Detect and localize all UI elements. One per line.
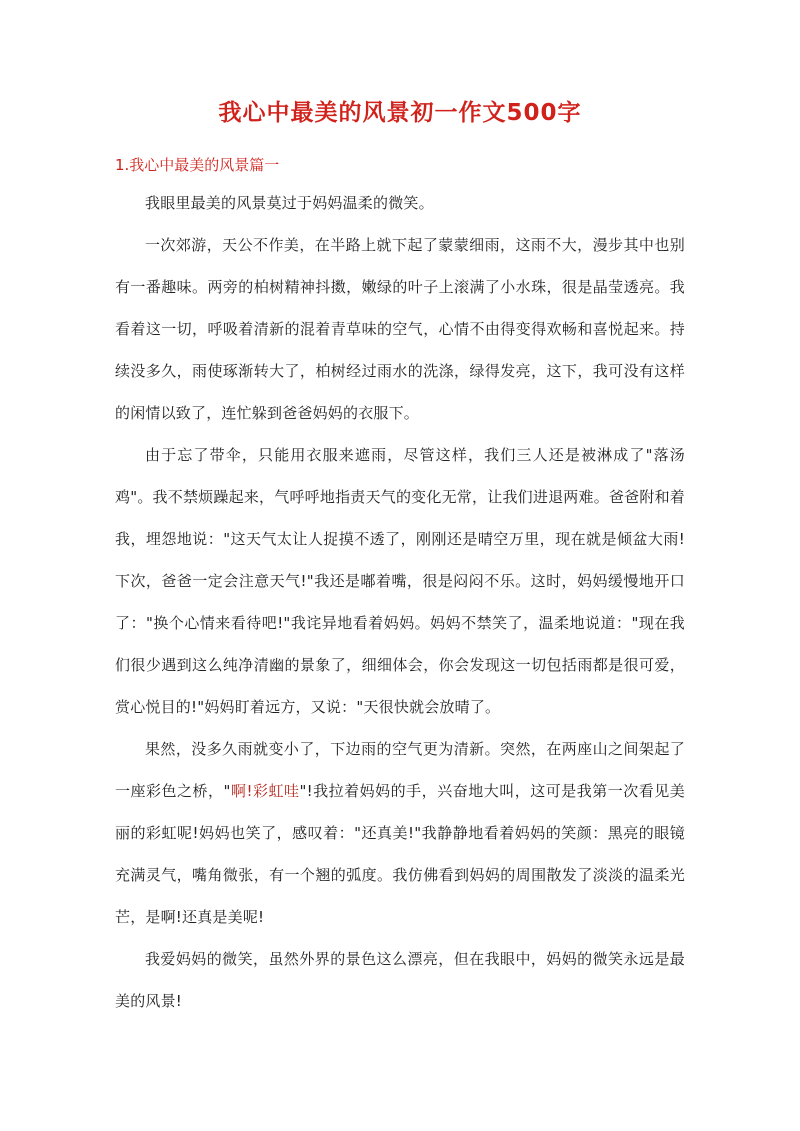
section-heading: 1.我心中最美的风景篇一: [115, 156, 280, 174]
paragraph-2: 一次郊游，天公不作美，在半路上就下起了蒙蒙细雨，这雨不大，漫步其中也别有一番趣味。两旁的柏树精神抖擞，嫩绿的叶子上滚满了小水珠，很是晶莹透亮。我看着这一切，呼吸着清新的混着青草味的空气，心情不由得变得欢畅和喜悦起来。持续没多久，雨使琢渐转大了，柏树经过雨水的洗涤，绿得发亮，这下，我可没有这样的闲情以致了，连忙躲到爸爸妈妈的衣服下。: [115, 236, 685, 422]
essay-title: 我心中最美的风景初一作文500字: [218, 100, 582, 126]
rainbow-highlight: 啊!彩虹哇: [230, 782, 300, 800]
paragraph-3: 由于忘了带伞，只能用衣服来遮雨，尽管这样，我们三人还是被淋成了"落汤鸡"。我不禁烦躁起来，气呼呼地指责天气的变化无常，让我们进退两难。爸爸附和着我，埋怨地说："这天气太让人捉摸不透了，刚刚还是晴空万里，现在就是倾盆大雨!下次，爸爸一定会注意天气!"我还是嘟着嘴，很是闷闷不乐。这时，妈妈缓慢地开口了："换个心情来看待吧!"我诧异地看着妈妈。妈妈不禁笑了，温柔地说道："现在我们很少遇到这么纯净清幽的景象了，细细体会，你会发现这一切包括雨都是很可爱，赏心悦目的!"妈妈盯着远方，又说："天很快就会放晴了。: [115, 446, 685, 716]
paragraph-4: [115, 728, 685, 938]
paragraph-4-text-before: 果然，没多久雨就变小了，下边雨的空气更为清新。突然，在两座山之间架起了一座彩色之桥，": [115, 740, 685, 800]
paragraph-5: 我爱妈妈的微笑，虽然外界的景色这么漂亮，但在我眼中，妈妈的微笑永远是最美的风景!: [115, 950, 685, 1010]
paragraph-1: 我眼里最美的风景莫过于妈妈温柔的微笑。: [145, 194, 434, 212]
essay-body: [115, 182, 685, 1022]
paragraph-4-text-after: "!我拉着妈妈的手，兴奋地大叫，这可是我第一次看见美丽的彩虹呢!妈妈也笑了，感叹着："还真美!"我静静地看着妈妈的笑颜：黑亮的眼镜充满灵气，嘴角微张，有一个翘的弧度。我仿佛看到妈妈的周围散发了淡淡的温柔光芒，是啊!还真是美呢!: [115, 782, 685, 926]
